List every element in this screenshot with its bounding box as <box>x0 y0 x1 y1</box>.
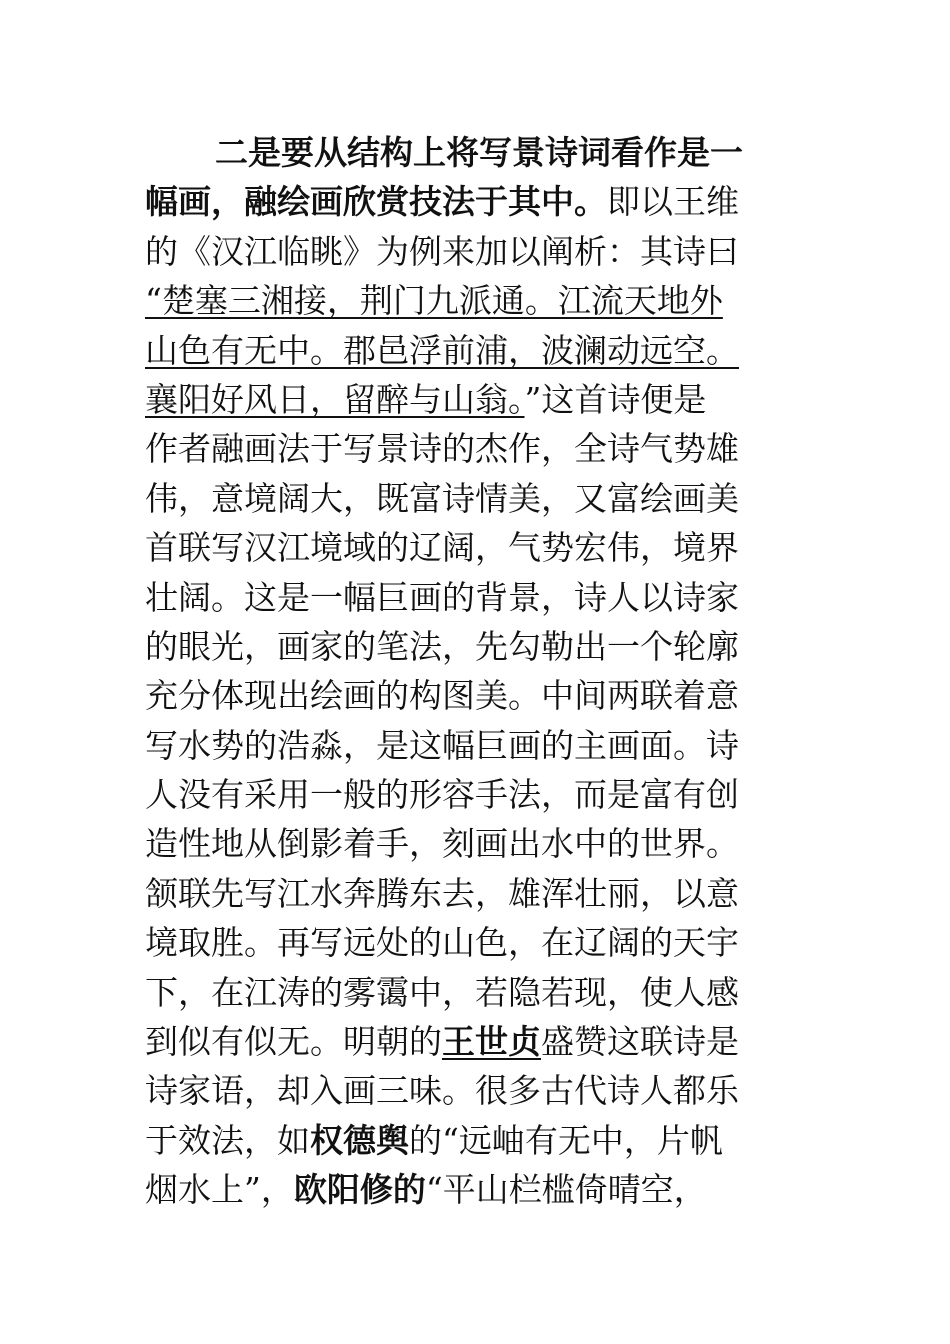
underlined-text-segment: “楚塞三湘接，荆门九派通。江流天地外 <box>145 281 723 321</box>
text-line <box>145 819 810 868</box>
text-segment: 境取胜。再写远处的山色，在辽阔的天宇 <box>145 923 739 963</box>
bold-text-segment: 王世贞 <box>442 1022 541 1062</box>
text-line <box>145 1165 810 1214</box>
text-line <box>145 276 810 325</box>
text-line <box>145 227 810 276</box>
text-line <box>145 177 810 226</box>
text-segment: 下，在江涛的雾霭中，若隐若现，使人感 <box>145 972 739 1012</box>
text-line <box>145 326 810 375</box>
text-segment: “平山栏槛倚晴空， <box>425 1170 707 1210</box>
underlined-text-segment: 山色有无中。郡邑浮前浦，波澜动远空。 <box>145 330 739 370</box>
bold-text-segment: 欧阳修的 <box>293 1170 426 1210</box>
text-line <box>145 523 810 572</box>
text-line <box>145 869 810 918</box>
text-segment: 于效法，如 <box>145 1120 310 1160</box>
text-line <box>145 375 810 424</box>
text-segment: ”这首诗便是 <box>524 379 707 419</box>
text-line <box>145 968 810 1017</box>
text-segment: 壮阔。这是一幅巨画的背景，诗人以诗家 <box>145 577 739 617</box>
bold-text-segment: 权德舆 <box>310 1120 409 1160</box>
text-segment: 盛赞这联诗是 <box>541 1022 739 1062</box>
text-segment: 人没有采用一般的形容手法，而是富有创 <box>145 775 739 815</box>
text-segment: 烟水上”， <box>145 1170 294 1210</box>
text-line <box>145 918 810 967</box>
text-segment: 即以王维 <box>607 182 739 222</box>
text-line <box>145 128 810 177</box>
underlined-text-segment: 襄阳好风日，留醉与山翁。 <box>145 379 525 419</box>
text-segment: 的《汉江临眺》为例来加以阐析：其诗曰 <box>145 231 739 271</box>
text-line <box>145 1066 810 1115</box>
bold-text-segment: 幅画，融绘画欣赏技法于其中。 <box>145 182 607 222</box>
text-segment: 诗家语，却入画三味。很多古代诗人都乐 <box>145 1071 739 1111</box>
text-line <box>145 721 810 770</box>
text-line <box>145 622 810 671</box>
text-line <box>145 1116 810 1165</box>
text-segment: 的眼光，画家的笔法，先勾勒出一个轮廓 <box>145 626 739 666</box>
text-line <box>145 474 810 523</box>
text-segment: 首联写汉江境域的辽阔，气势宏伟，境界 <box>145 528 739 568</box>
text-segment: 写水势的浩淼，是这幅巨画的主画面。诗 <box>145 725 739 765</box>
text-line <box>145 573 810 622</box>
text-segment: 颔联先写江水奔腾东去，雄浑壮丽，以意 <box>145 873 739 913</box>
document-body <box>145 128 810 1215</box>
text-segment: 作者融画法于写景诗的杰作，全诗气势雄 <box>145 429 739 469</box>
text-line <box>145 770 810 819</box>
text-line <box>145 424 810 473</box>
text-line <box>145 1017 810 1066</box>
bold-text-segment: 二是要从结构上将写景诗词看作是一 <box>215 133 743 172</box>
text-segment: 到似有似无。明朝的 <box>145 1022 442 1062</box>
text-segment: 的“远岫有无中，片帆 <box>409 1120 723 1160</box>
text-segment: 充分体现出绘画的构图美。中间两联着意 <box>145 676 739 716</box>
text-segment: 造性地从倒影着手，刻画出水中的世界。 <box>145 824 739 864</box>
text-line <box>145 671 810 720</box>
text-segment: 伟，意境阔大，既富诗情美，又富绘画美 <box>145 478 739 518</box>
